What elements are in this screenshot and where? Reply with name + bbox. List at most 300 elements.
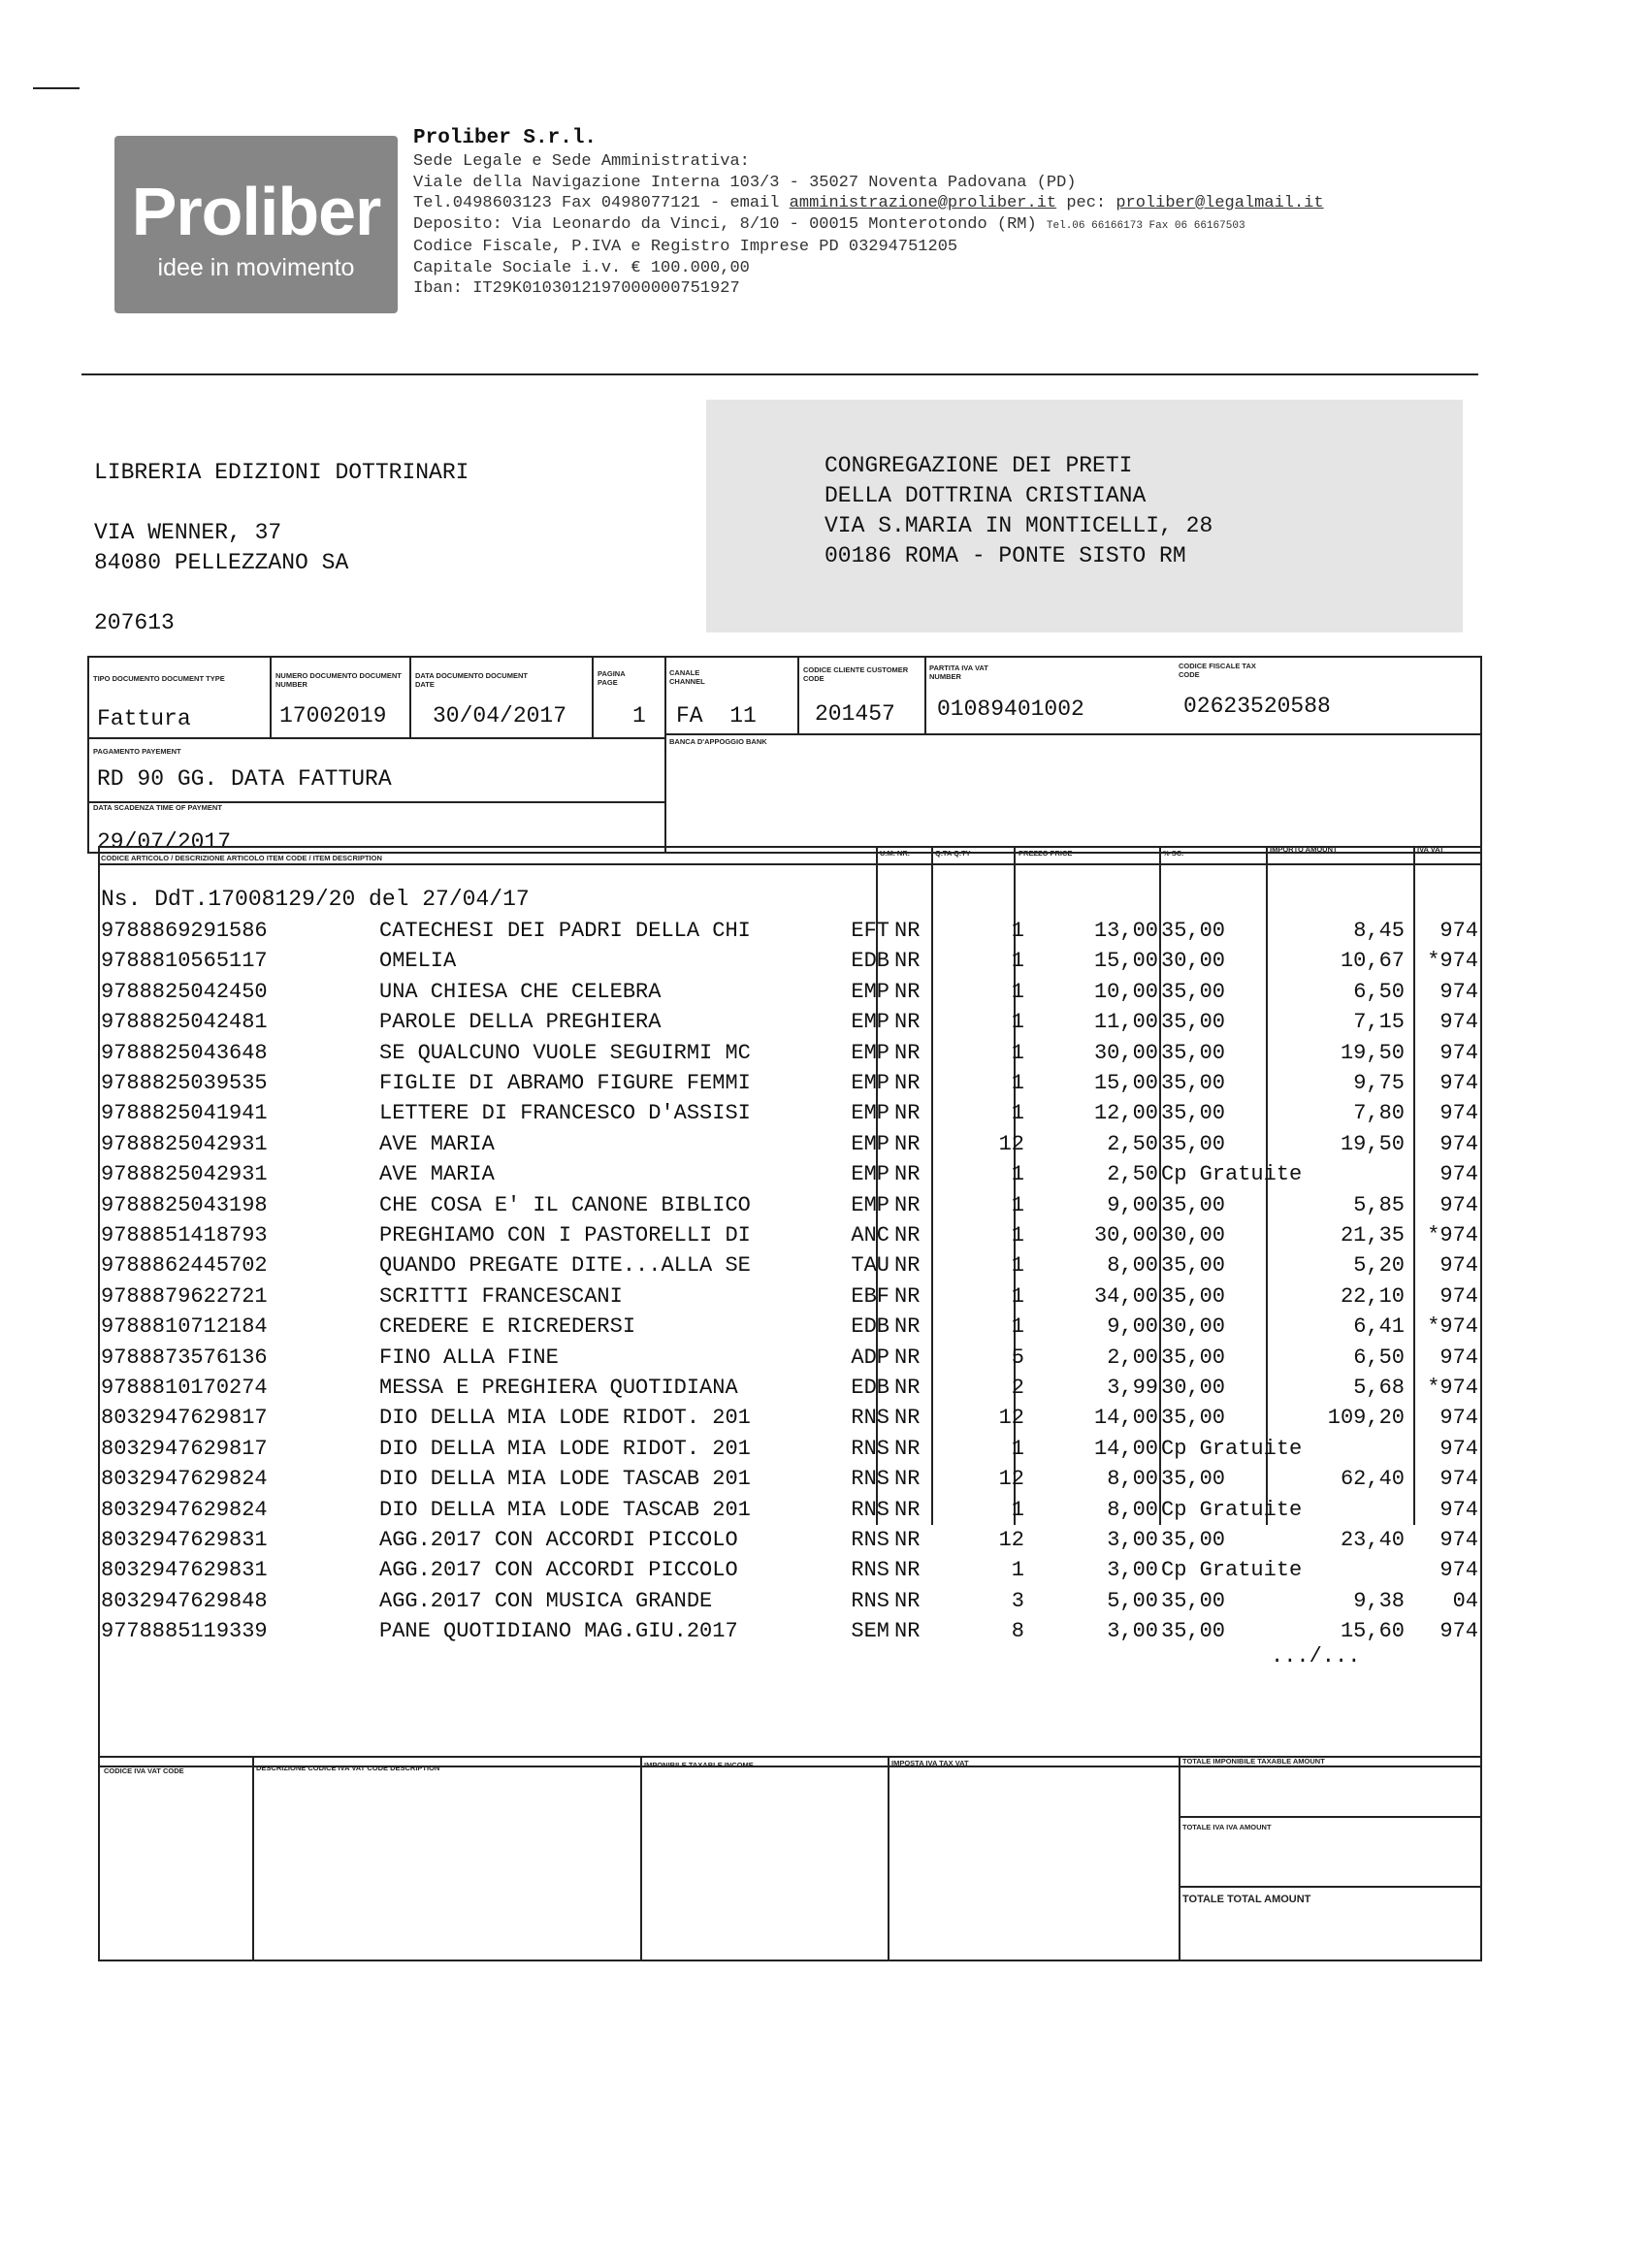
item-price: 9,00 bbox=[1107, 1192, 1158, 1217]
item-vat-code: 974 bbox=[1439, 1192, 1478, 1217]
item-quantity: 2 bbox=[1011, 1376, 1024, 1400]
item-amount: 6,50 bbox=[1353, 1345, 1405, 1370]
col-price: PREZZO PRICE bbox=[1018, 849, 1073, 858]
item-vat-code: 974 bbox=[1439, 1131, 1478, 1156]
item-quantity: 1 bbox=[1011, 1497, 1024, 1522]
table-row bbox=[101, 1101, 1478, 1131]
item-unit: NR bbox=[894, 949, 921, 974]
item-price: 14,00 bbox=[1093, 1406, 1158, 1431]
billing-city: 84080 PELLEZZANO SA bbox=[94, 550, 349, 575]
company-header bbox=[413, 126, 1324, 300]
item-description: LETTERE DI FRANCESCO D'ASSISI bbox=[379, 1101, 751, 1126]
item-price: 3,99 bbox=[1107, 1376, 1158, 1400]
item-unit: NR bbox=[894, 1467, 921, 1492]
item-publisher: RNS bbox=[851, 1588, 889, 1613]
table-row bbox=[101, 1071, 1478, 1101]
item-price: 8,00 bbox=[1107, 1497, 1158, 1522]
item-price: 9,00 bbox=[1107, 1314, 1158, 1340]
bank-label: BANCA D'APPOGGIO BANK bbox=[669, 737, 767, 746]
item-code: 8032947629824 bbox=[101, 1497, 268, 1522]
tax-code: 02623520588 bbox=[1183, 694, 1331, 719]
item-price: 30,00 bbox=[1093, 1223, 1158, 1247]
item-publisher: EMP bbox=[851, 1101, 889, 1126]
item-price: 8,00 bbox=[1107, 1253, 1158, 1279]
item-code: 9788862445702 bbox=[101, 1253, 268, 1279]
company-line: Sede Legale e Sede Amministrativa: bbox=[413, 152, 750, 171]
item-discount: 35,00 bbox=[1161, 1253, 1226, 1279]
table-row bbox=[101, 1437, 1478, 1467]
item-publisher: RNS bbox=[851, 1436, 889, 1461]
page-label: PAGINA PAGE bbox=[598, 669, 626, 687]
item-unit: NR bbox=[894, 1436, 921, 1461]
table-row bbox=[101, 1253, 1478, 1283]
item-unit: NR bbox=[894, 1040, 921, 1065]
item-code: 9788851418793 bbox=[101, 1223, 268, 1247]
item-quantity: 12 bbox=[998, 1406, 1024, 1431]
table-row bbox=[101, 1589, 1478, 1619]
item-vat-code: 974 bbox=[1439, 1101, 1478, 1126]
item-discount: 35,00 bbox=[1161, 1588, 1226, 1613]
vat-number: 01089401002 bbox=[937, 697, 1084, 722]
table-row bbox=[101, 1406, 1478, 1436]
grid-line bbox=[797, 656, 799, 733]
item-code: 8032947629824 bbox=[101, 1467, 268, 1492]
item-unit: NR bbox=[894, 1406, 921, 1431]
item-quantity: 1 bbox=[1011, 1010, 1024, 1035]
item-unit: NR bbox=[894, 1071, 921, 1095]
col-qty: Q.TA Q.TY bbox=[935, 849, 971, 858]
item-publisher: RNS bbox=[851, 1528, 889, 1552]
item-description: SE QUALCUNO VUOLE SEGUIRMI MC bbox=[379, 1040, 751, 1065]
item-price: 12,00 bbox=[1093, 1101, 1158, 1126]
item-discount: 35,00 bbox=[1161, 1101, 1226, 1126]
item-publisher: EMP bbox=[851, 1192, 889, 1217]
col-discount: % SC. bbox=[1163, 849, 1184, 858]
item-unit: NR bbox=[894, 1497, 921, 1522]
item-unit: NR bbox=[894, 1376, 921, 1400]
item-description: DIO DELLA MIA LODE TASCAB 201 bbox=[379, 1497, 751, 1522]
item-amount: 8,45 bbox=[1353, 919, 1405, 943]
table-row bbox=[101, 1558, 1478, 1588]
table-row bbox=[101, 1467, 1478, 1497]
item-vat-code: 974 bbox=[1439, 1619, 1478, 1644]
item-code: 8032947629848 bbox=[101, 1588, 268, 1613]
item-description: UNA CHIESA CHE CELEBRA bbox=[379, 979, 662, 1004]
item-vat-code: 974 bbox=[1439, 1558, 1478, 1583]
item-discount: 35,00 bbox=[1161, 1131, 1226, 1156]
item-code: 8032947629831 bbox=[101, 1558, 268, 1583]
item-quantity: 1 bbox=[1011, 1558, 1024, 1583]
customer-code-label: CODICE CLIENTE CUSTOMER CODE bbox=[803, 665, 909, 683]
item-amount: 9,75 bbox=[1353, 1071, 1405, 1095]
payment-terms: RD 90 GG. DATA FATTURA bbox=[97, 766, 392, 792]
logo-tagline: idee in movimento bbox=[157, 254, 355, 281]
item-code: 9788825042481 bbox=[101, 1010, 268, 1035]
item-publisher: RNS bbox=[851, 1558, 889, 1583]
shipping-line: VIA S.MARIA IN MONTICELLI, 28 bbox=[824, 513, 1213, 538]
item-code: 9788810170274 bbox=[101, 1376, 268, 1400]
doc-date: 30/04/2017 bbox=[433, 703, 567, 729]
table-row bbox=[101, 1528, 1478, 1558]
shipping-line: DELLA DOTTRINA CRISTIANA bbox=[824, 483, 1147, 508]
company-pec: proliber@legalmail.it bbox=[1116, 194, 1324, 212]
item-amount: 7,15 bbox=[1353, 1010, 1405, 1035]
item-unit: NR bbox=[894, 979, 921, 1004]
item-publisher: EMP bbox=[851, 1010, 889, 1035]
taxable-label: IMPONIBILE TAXABLE INCOME bbox=[644, 1761, 754, 1769]
billing-address bbox=[94, 458, 469, 638]
item-price: 2,00 bbox=[1107, 1345, 1158, 1370]
item-amount: 9,38 bbox=[1353, 1588, 1405, 1613]
item-publisher: RNS bbox=[851, 1467, 889, 1492]
item-vat-code: 974 bbox=[1439, 1436, 1478, 1461]
grid-line bbox=[664, 733, 1482, 735]
item-code: 9788825042931 bbox=[101, 1162, 268, 1187]
item-publisher: EFT bbox=[851, 919, 889, 943]
items-header-line bbox=[98, 863, 1482, 865]
item-amount: 15,60 bbox=[1340, 1619, 1405, 1644]
shipping-line: CONGREGAZIONE DEI PRETI bbox=[824, 453, 1133, 478]
item-price: 8,00 bbox=[1107, 1467, 1158, 1492]
item-quantity: 1 bbox=[1011, 1101, 1024, 1126]
warehouse-phone: Tel.06 66166173 Fax 06 66167503 bbox=[1046, 219, 1245, 232]
item-code: 9788869291586 bbox=[101, 919, 268, 943]
grid-line bbox=[270, 656, 272, 737]
item-unit: NR bbox=[894, 1345, 921, 1370]
grid-line bbox=[592, 656, 594, 737]
item-price: 30,00 bbox=[1093, 1040, 1158, 1065]
company-line: Codice Fiscale, P.IVA e Registro Imprese PD 03294751205 bbox=[413, 238, 958, 256]
item-vat-code: *974 bbox=[1427, 1376, 1478, 1400]
col-item-code: CODICE ARTICOLO / DESCRIZIONE ARTICOLO ITEM CODE / ITEM DESCRIPTION bbox=[101, 854, 382, 862]
item-description: CREDERE E RICREDERSI bbox=[379, 1314, 636, 1340]
item-quantity: 1 bbox=[1011, 919, 1024, 943]
item-quantity: 1 bbox=[1011, 1071, 1024, 1095]
item-unit: NR bbox=[894, 1131, 921, 1156]
item-code: 9788825043198 bbox=[101, 1192, 268, 1217]
item-publisher: EMP bbox=[851, 1040, 889, 1065]
total-vat-label: TOTALE IVA IVA AMOUNT bbox=[1182, 1823, 1272, 1831]
item-quantity: 5 bbox=[1011, 1345, 1024, 1370]
grid-line bbox=[87, 737, 664, 739]
item-amount: 19,50 bbox=[1340, 1040, 1405, 1065]
item-amount: 5,68 bbox=[1353, 1376, 1405, 1400]
item-discount: 35,00 bbox=[1161, 1192, 1226, 1217]
item-code: 9788825039535 bbox=[101, 1071, 268, 1095]
delivery-note-ref: Ns. DdT.17008129/20 del 27/04/17 bbox=[101, 887, 530, 912]
item-price: 10,00 bbox=[1093, 979, 1158, 1004]
item-amount: 7,80 bbox=[1353, 1101, 1405, 1126]
item-quantity: 1 bbox=[1011, 1283, 1024, 1309]
item-vat-code: 974 bbox=[1439, 1162, 1478, 1187]
continued-marker: .../... bbox=[1271, 1644, 1361, 1669]
item-code: 9788873576136 bbox=[101, 1345, 268, 1370]
item-quantity: 1 bbox=[1011, 1253, 1024, 1279]
item-price: 3,00 bbox=[1107, 1558, 1158, 1583]
table-row bbox=[101, 949, 1478, 979]
doc-number-label: NUMERO DOCUMENTO DOCUMENT NUMBER bbox=[275, 671, 402, 689]
item-description: AVE MARIA bbox=[379, 1131, 495, 1156]
billing-street: VIA WENNER, 37 bbox=[94, 520, 282, 545]
item-unit: NR bbox=[894, 1619, 921, 1644]
item-discount: 30,00 bbox=[1161, 949, 1226, 974]
item-code: 9788879622721 bbox=[101, 1283, 268, 1309]
company-name: Proliber S.r.l. bbox=[413, 127, 598, 149]
item-discount: Cp Gratuite bbox=[1161, 1497, 1303, 1522]
item-description: OMELIA bbox=[379, 949, 457, 974]
table-row bbox=[101, 1376, 1478, 1406]
item-price: 2,50 bbox=[1107, 1131, 1158, 1156]
item-amount: 21,35 bbox=[1340, 1223, 1405, 1247]
doc-type: Fattura bbox=[97, 706, 191, 731]
item-code: 9788810565117 bbox=[101, 949, 268, 974]
item-code: 9788825043648 bbox=[101, 1040, 268, 1065]
item-description: DIO DELLA MIA LODE TASCAB 201 bbox=[379, 1467, 751, 1492]
item-amount: 5,85 bbox=[1353, 1192, 1405, 1217]
item-quantity: 1 bbox=[1011, 979, 1024, 1004]
item-discount: 35,00 bbox=[1161, 1528, 1226, 1552]
vat-desc-label: DESCRIZIONE CODICE IVA VAT CODE DESCRIPTION bbox=[256, 1764, 440, 1772]
item-description: AGG.2017 CON MUSICA GRANDE bbox=[379, 1588, 713, 1613]
item-publisher: EDB bbox=[851, 1314, 889, 1340]
item-code: 9788825042931 bbox=[101, 1131, 268, 1156]
item-description: DIO DELLA MIA LODE RIDOT. 201 bbox=[379, 1406, 751, 1431]
grid-line bbox=[664, 656, 666, 854]
item-publisher: ANC bbox=[851, 1223, 889, 1247]
doc-type-label: TIPO DOCUMENTO DOCUMENT TYPE bbox=[93, 674, 225, 683]
company-line: Viale della Navigazione Interna 103/3 - 35027 Noventa Padovana (PD) bbox=[413, 173, 1077, 192]
item-publisher: RNS bbox=[851, 1497, 889, 1522]
company-pec-label: pec: bbox=[1056, 194, 1116, 212]
logo-brand: Proliber bbox=[131, 174, 381, 249]
item-publisher: ADP bbox=[851, 1345, 889, 1370]
item-price: 2,50 bbox=[1107, 1162, 1158, 1187]
item-description: FINO ALLA FINE bbox=[379, 1345, 559, 1370]
item-publisher: EMP bbox=[851, 1131, 889, 1156]
total-taxable-label: TOTALE IMPONIBILE TAXABLE AMOUNT bbox=[1182, 1757, 1325, 1766]
item-description: AGG.2017 CON ACCORDI PICCOLO bbox=[379, 1528, 738, 1552]
total-label: TOTALE TOTAL AMOUNT bbox=[1182, 1894, 1311, 1905]
item-quantity: 1 bbox=[1011, 1162, 1024, 1187]
item-quantity: 1 bbox=[1011, 1223, 1024, 1247]
item-description: CHE COSA E' IL CANONE BIBLICO bbox=[379, 1192, 751, 1217]
item-code: 9788810712184 bbox=[101, 1314, 268, 1340]
item-vat-code: 974 bbox=[1439, 1010, 1478, 1035]
item-vat-code: 974 bbox=[1439, 919, 1478, 943]
item-quantity: 1 bbox=[1011, 949, 1024, 974]
tax-label: IMPOSTA IVA TAX VAT bbox=[891, 1759, 969, 1767]
item-amount: 6,50 bbox=[1353, 979, 1405, 1004]
item-vat-code: 974 bbox=[1439, 1283, 1478, 1309]
item-unit: NR bbox=[894, 1101, 921, 1126]
item-vat-code: *974 bbox=[1427, 1314, 1478, 1340]
grid-line bbox=[640, 1756, 642, 1961]
item-publisher: EMP bbox=[851, 1162, 889, 1187]
header-divider bbox=[81, 373, 1478, 375]
table-row bbox=[101, 1284, 1478, 1314]
item-quantity: 1 bbox=[1011, 1436, 1024, 1461]
table-row bbox=[101, 1498, 1478, 1528]
channel: FA 11 bbox=[676, 703, 757, 729]
payment-label: PAGAMENTO PAYEMENT bbox=[93, 747, 181, 756]
item-quantity: 1 bbox=[1011, 1192, 1024, 1217]
item-code: 9788825041941 bbox=[101, 1101, 268, 1126]
item-discount: 35,00 bbox=[1161, 1283, 1226, 1309]
item-quantity: 12 bbox=[998, 1528, 1024, 1552]
warehouse-address: Deposito: Via Leonardo da Vinci, 8/10 - 00015 Monterotondo (RM) bbox=[413, 214, 1047, 234]
company-contacts bbox=[413, 193, 1324, 214]
table-row bbox=[101, 1193, 1478, 1223]
item-publisher: EMP bbox=[851, 1071, 889, 1095]
item-publisher: EDB bbox=[851, 949, 889, 974]
item-quantity: 12 bbox=[998, 1467, 1024, 1492]
item-unit: NR bbox=[894, 1253, 921, 1279]
grid-line bbox=[1179, 1816, 1482, 1818]
table-row bbox=[101, 1162, 1478, 1192]
item-price: 5,00 bbox=[1107, 1588, 1158, 1613]
due-date-label: DATA SCADENZA TIME OF PAYMENT bbox=[93, 803, 222, 812]
item-amount: 6,41 bbox=[1353, 1314, 1405, 1340]
doc-date-label: DATA DOCUMENTO DOCUMENT DATE bbox=[415, 671, 528, 689]
item-unit: NR bbox=[894, 1528, 921, 1552]
proliber-logo bbox=[114, 136, 398, 313]
grid-line bbox=[1179, 1756, 1180, 1961]
grid-line bbox=[1179, 1886, 1482, 1888]
item-code: 8032947629817 bbox=[101, 1406, 268, 1431]
table-row bbox=[101, 919, 1478, 949]
item-code: 8032947629817 bbox=[101, 1436, 268, 1461]
item-description: CATECHESI DEI PADRI DELLA CHI bbox=[379, 919, 751, 943]
item-amount: 22,10 bbox=[1340, 1283, 1405, 1309]
table-row bbox=[101, 1314, 1478, 1345]
page-number: 1 bbox=[632, 703, 646, 729]
item-amount: 23,40 bbox=[1340, 1528, 1405, 1552]
item-price: 34,00 bbox=[1093, 1283, 1158, 1309]
item-price: 15,00 bbox=[1093, 1071, 1158, 1095]
item-discount: 35,00 bbox=[1161, 1345, 1226, 1370]
item-description: FIGLIE DI ABRAMO FIGURE FEMMI bbox=[379, 1071, 751, 1095]
shipping-line: 00186 ROMA - PONTE SISTO RM bbox=[824, 543, 1186, 568]
table-row bbox=[101, 1223, 1478, 1253]
item-description: MESSA E PREGHIERA QUOTIDIANA bbox=[379, 1376, 738, 1400]
item-vat-code: 04 bbox=[1452, 1588, 1478, 1613]
billing-name: LIBRERIA EDIZIONI DOTTRINARI bbox=[94, 460, 469, 485]
item-amount: 109,20 bbox=[1327, 1406, 1405, 1431]
item-discount: 35,00 bbox=[1161, 919, 1226, 943]
item-discount: 35,00 bbox=[1161, 1040, 1226, 1065]
item-description: AGG.2017 CON ACCORDI PICCOLO bbox=[379, 1558, 738, 1583]
item-amount: 5,20 bbox=[1353, 1253, 1405, 1279]
item-unit: NR bbox=[894, 919, 921, 943]
item-price: 3,00 bbox=[1107, 1528, 1158, 1552]
item-discount: 30,00 bbox=[1161, 1376, 1226, 1400]
item-unit: NR bbox=[894, 1558, 921, 1583]
item-vat-code: 974 bbox=[1439, 1040, 1478, 1065]
customer-code-value: 201457 bbox=[815, 701, 895, 727]
item-discount: 35,00 bbox=[1161, 979, 1226, 1004]
col-vat: IVA VAT bbox=[1417, 845, 1444, 854]
item-discount: 35,00 bbox=[1161, 1406, 1226, 1431]
tax-code-label: CODICE FISCALE TAX CODE bbox=[1179, 662, 1256, 679]
item-unit: NR bbox=[894, 1314, 921, 1340]
item-publisher: SEM bbox=[851, 1619, 889, 1644]
table-row bbox=[101, 1345, 1478, 1376]
item-amount: 62,40 bbox=[1340, 1467, 1405, 1492]
item-vat-code: *974 bbox=[1427, 1223, 1478, 1247]
col-um: U.M. NR. bbox=[880, 849, 910, 858]
item-discount: 35,00 bbox=[1161, 1467, 1226, 1492]
item-price: 15,00 bbox=[1093, 949, 1158, 974]
grid-line bbox=[409, 656, 411, 737]
item-quantity: 1 bbox=[1011, 1040, 1024, 1065]
table-row bbox=[101, 1041, 1478, 1071]
totals-table bbox=[98, 1756, 1482, 1961]
item-description: PAROLE DELLA PREGHIERA bbox=[379, 1010, 662, 1035]
shipping-address bbox=[824, 451, 1212, 571]
item-discount: 35,00 bbox=[1161, 1071, 1226, 1095]
item-discount: 30,00 bbox=[1161, 1223, 1226, 1247]
item-vat-code: 974 bbox=[1439, 1406, 1478, 1431]
item-publisher: EMP bbox=[851, 979, 889, 1004]
item-unit: NR bbox=[894, 1283, 921, 1309]
corner-mark bbox=[33, 87, 80, 89]
vat-code-label: CODICE IVA VAT CODE bbox=[104, 1766, 184, 1775]
item-description: PANE QUOTIDIANO MAG.GIU.2017 bbox=[379, 1619, 738, 1644]
item-publisher: TAU bbox=[851, 1253, 889, 1279]
item-vat-code: 974 bbox=[1439, 1071, 1478, 1095]
grid-line bbox=[252, 1756, 254, 1961]
company-line: Iban: IT29K0103012197000000751927 bbox=[413, 279, 740, 298]
table-row bbox=[101, 980, 1478, 1010]
item-amount: 19,50 bbox=[1340, 1131, 1405, 1156]
customer-code: 207613 bbox=[94, 610, 175, 635]
item-amount: 10,67 bbox=[1340, 949, 1405, 974]
due-date: 29/07/2017 bbox=[97, 829, 232, 855]
item-unit: NR bbox=[894, 1162, 921, 1187]
item-publisher: RNS bbox=[851, 1406, 889, 1431]
item-quantity: 3 bbox=[1011, 1588, 1024, 1613]
item-publisher: EDB bbox=[851, 1376, 889, 1400]
item-vat-code: 974 bbox=[1439, 1467, 1478, 1492]
item-vat-code: 974 bbox=[1439, 1528, 1478, 1552]
item-unit: NR bbox=[894, 1588, 921, 1613]
item-description: DIO DELLA MIA LODE RIDOT. 201 bbox=[379, 1436, 751, 1461]
item-quantity: 12 bbox=[998, 1131, 1024, 1156]
item-publisher: EBF bbox=[851, 1283, 889, 1309]
grid-line bbox=[888, 1756, 889, 1961]
item-vat-code: 974 bbox=[1439, 1497, 1478, 1522]
item-unit: NR bbox=[894, 1010, 921, 1035]
item-vat-code: 974 bbox=[1439, 1253, 1478, 1279]
item-description: AVE MARIA bbox=[379, 1162, 495, 1187]
item-code: 9788825042450 bbox=[101, 979, 268, 1004]
col-amount: IMPORTO AMOUNT bbox=[1270, 845, 1338, 854]
company-line: Capitale Sociale i.v. € 100.000,00 bbox=[413, 258, 750, 277]
item-price: 3,00 bbox=[1107, 1619, 1158, 1644]
item-discount: Cp Gratuite bbox=[1161, 1558, 1303, 1583]
item-vat-code: 974 bbox=[1439, 979, 1478, 1004]
item-discount: Cp Gratuite bbox=[1161, 1436, 1303, 1461]
table-row bbox=[101, 1132, 1478, 1162]
item-price: 11,00 bbox=[1093, 1010, 1158, 1035]
vat-number-label: PARTITA IVA VAT NUMBER bbox=[929, 664, 988, 681]
item-quantity: 1 bbox=[1011, 1314, 1024, 1340]
item-code: 9778885119339 bbox=[101, 1619, 268, 1644]
company-warehouse bbox=[413, 214, 1324, 238]
item-discount: Cp Gratuite bbox=[1161, 1162, 1303, 1187]
item-description: PREGHIAMO CON I PASTORELLI DI bbox=[379, 1223, 751, 1247]
item-vat-code: 974 bbox=[1439, 1345, 1478, 1370]
